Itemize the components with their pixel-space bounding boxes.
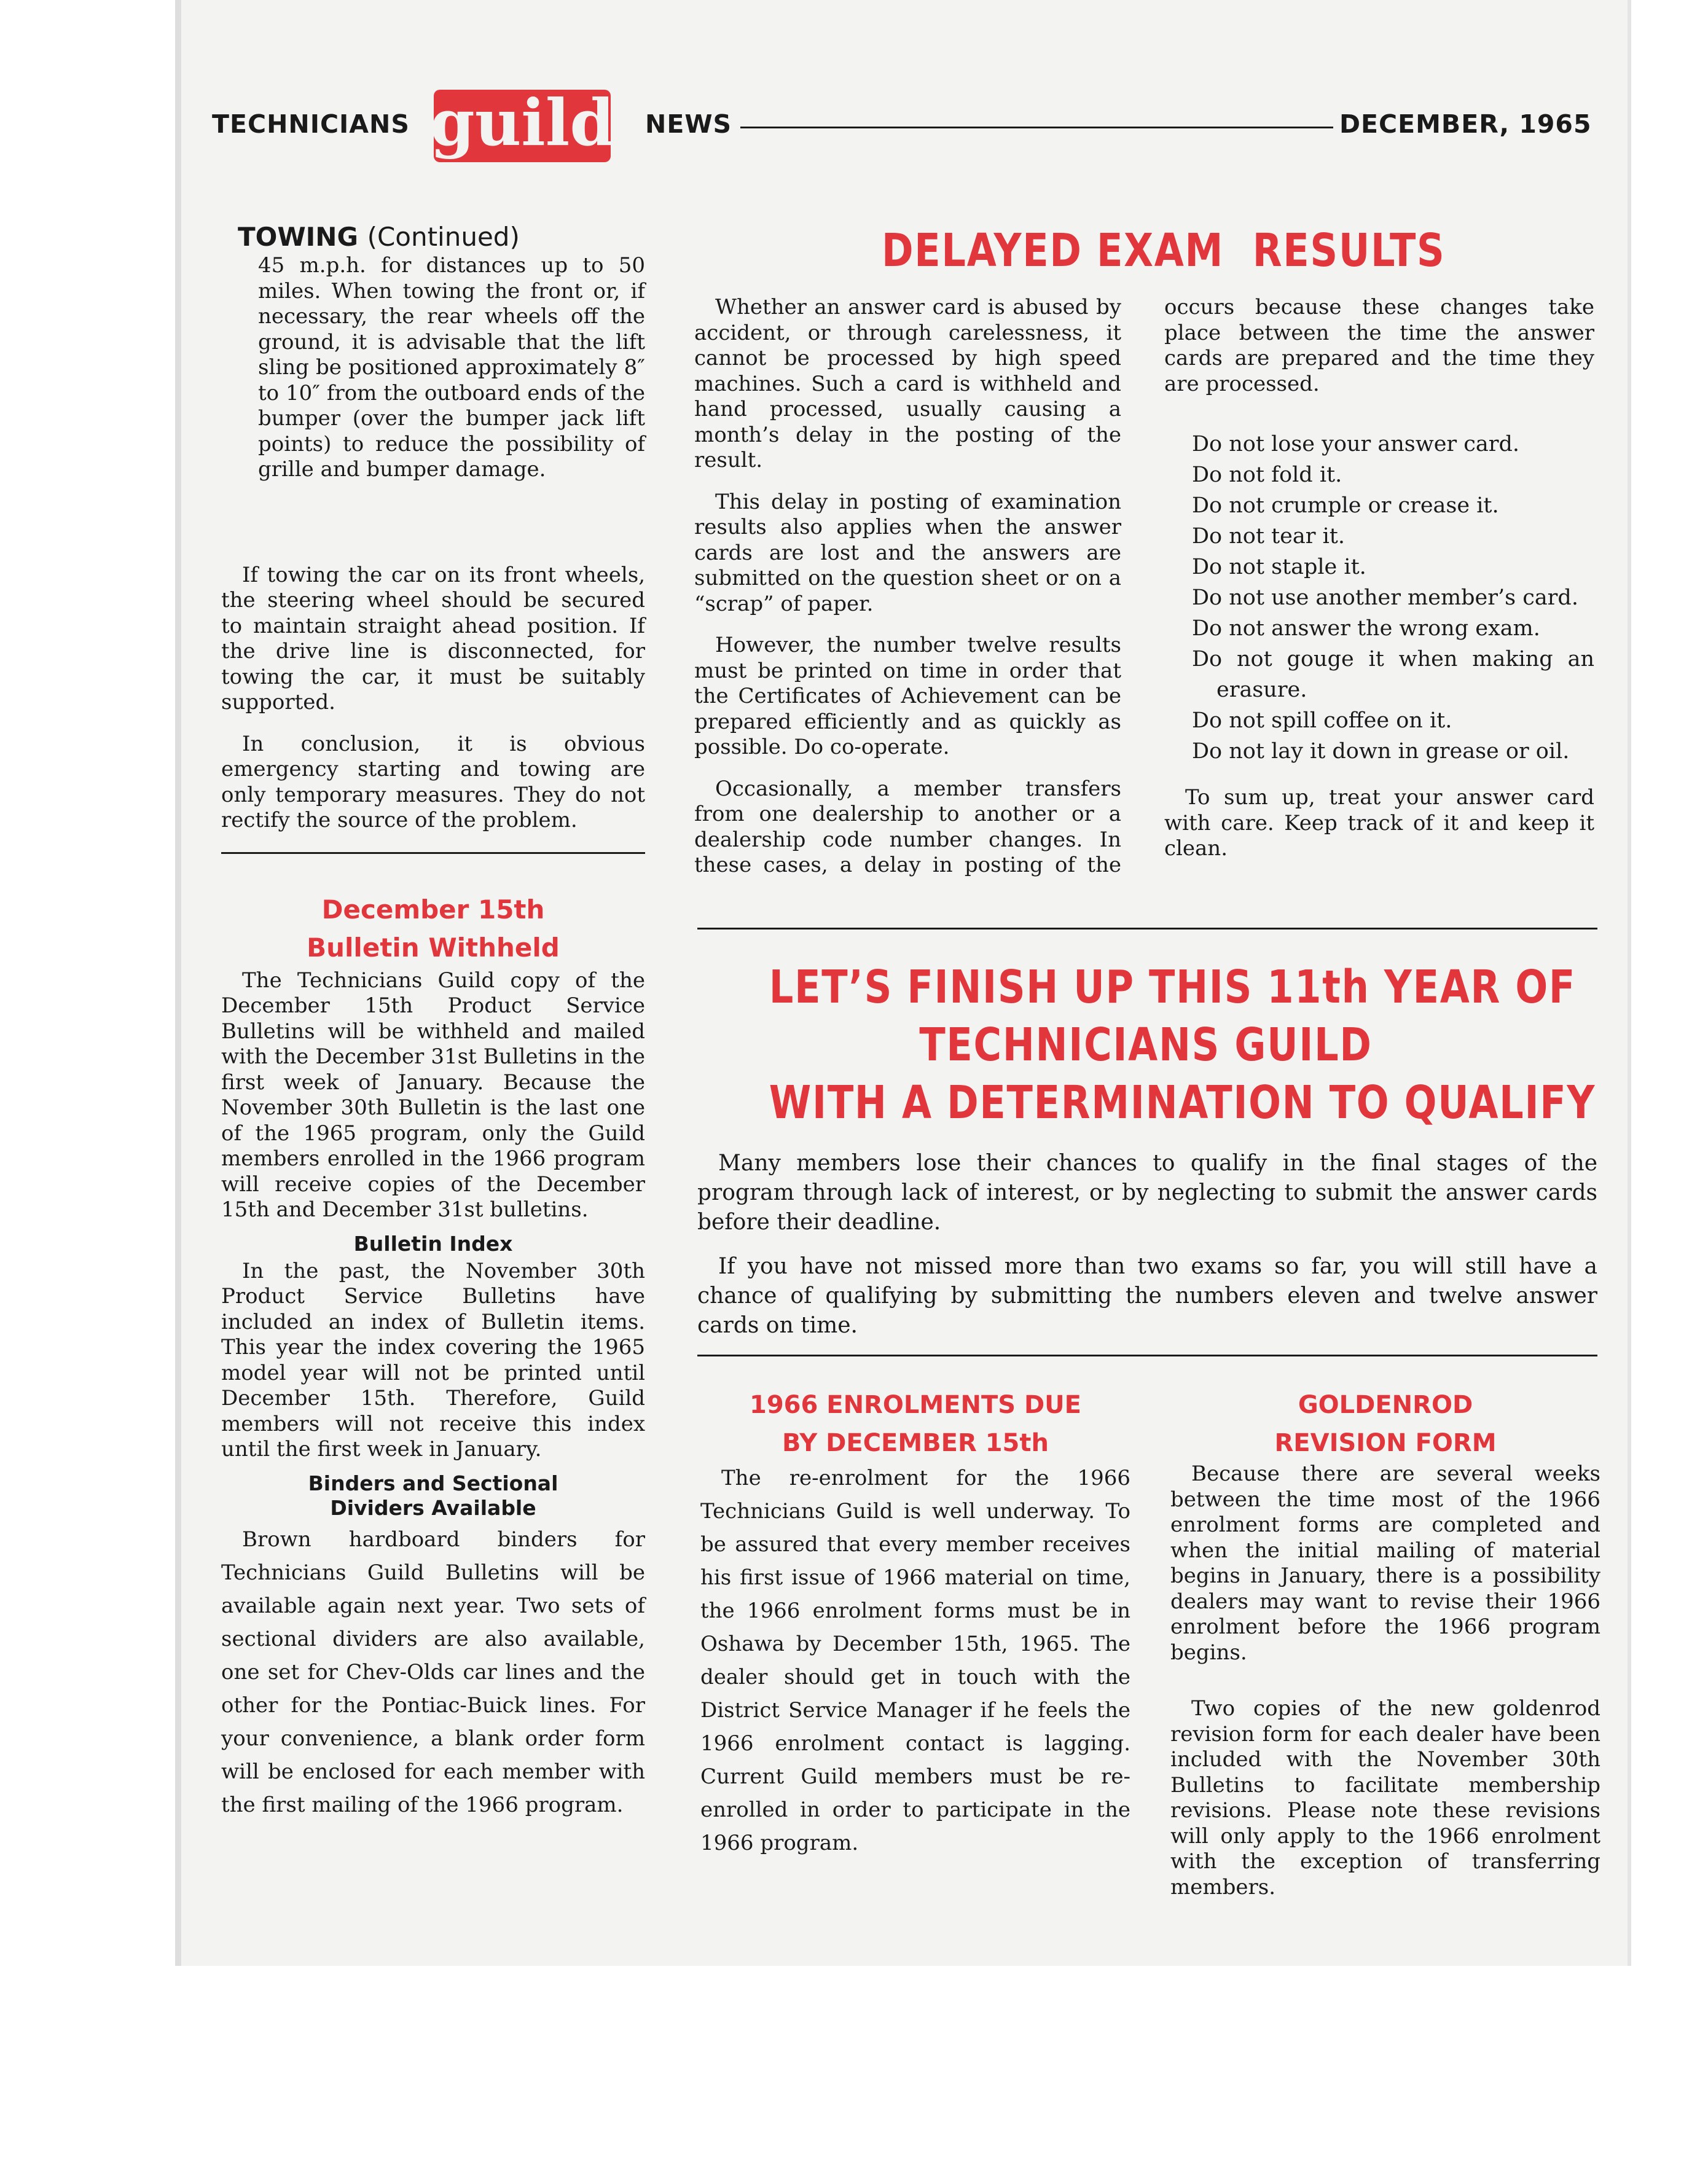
guild-logo-text: guild <box>430 85 614 160</box>
do-not-item: Do not gouge it when making an erasure. <box>1192 647 1594 702</box>
masthead-rule <box>740 127 1333 128</box>
do-not-item: Do not fold it. <box>1192 463 1342 487</box>
do-not-item: Do not lose your answer card. <box>1192 432 1519 456</box>
bulletin-index-heading: Bulletin Index <box>353 1231 513 1256</box>
towing-paragraph-2: If towing the car on its front wheels, the steering wheel should be secured to maintain straight ahead position. If the drive line is disconnected, for towing the car, it must be suitably supported. <box>221 562 645 714</box>
masthead-technicians: TECHNICIANS <box>212 109 410 139</box>
do-not-item: Do not answer the wrong exam. <box>1192 616 1540 641</box>
finish-paragraph-2: If you have not missed more than two exams so far, you will still have a chance of qualifying by submitting the numbers eleven and twelve answer cards on time. <box>697 1254 1597 1338</box>
delayed-paragraph-4-text: occurs because these changes take place between the time the answer cards are prepared and the time they are processed. <box>1164 295 1594 396</box>
towing-heading-continued: (Continued) <box>367 222 520 252</box>
do-not-item: Do not use another member’s card. <box>1192 585 1578 610</box>
do-not-item: Do not staple it. <box>1192 555 1366 579</box>
towing-paragraph-1: 45 m.p.h. for distances up to 50 miles. When towing the front or, if necessary, the rear wheels off the ground, it is advisable that the lift sling be positioned approximately 8″ to 10″ from the outboard ends of the bumper (over the bumper jack lift points) to reduce the possibility of grille and bumper damage. <box>258 253 645 482</box>
enrolments-title-line-2: BY DECEMBER 15th <box>782 1429 1049 1457</box>
bulletin-index-paragraph: In the past, the November 30th Product Service Bulletins have included an index of Bulletin items. This year the index covering the 1965 model year will not be printed until December 15th. Therefore, Guild members will not receive this index until the first week in January. <box>221 1258 645 1462</box>
delayed-paragraph-3: However, the number twelve results must be printed on time in order that the Certificates of Achievement can be prepared efficiently and as quickly as possible. Do co-operate. <box>694 633 1121 759</box>
left-column <box>221 221 645 1837</box>
bulletin-paragraph: The Technicians Guild copy of the December 15th Product Service Bulletins will be withheld and mailed with the December 31st Bulletins in the first week of January. Because the November 30th Bulletin is the last one of the 1965 program, only the Guild members enrolled in the 1966 program will receive copies of the December 15th and December 31st bulletins. <box>221 968 645 1222</box>
finish-headline-line-2: TECHNICIANS GUILD <box>919 1019 1373 1071</box>
bulletin-title-line-1: December 15th <box>321 894 545 925</box>
do-not-item: Do not crumple or crease it. <box>1192 493 1499 518</box>
delayed-paragraph-4: Occasionally, a member transfers from one dealership to another or a dealership code number changes. In these cases, a delay in posting of the <box>694 776 1121 877</box>
bulletin-title-line-2: Bulletin Withheld <box>307 932 560 963</box>
enrolments-paragraph: The re-enrolment for the 1966 Technicians Guild is well underway. To be assured that every member receives his first issue of 1966 material on time, the 1966 enrolment forms must be in Oshawa by December 15th, 1965. The dealer should get in touch with the District Service Manager if he feels the 1966 enrolment contact is lagging. Current Guild members must be re-enrolled in order to participate in the 1966 program. <box>700 1466 1130 1855</box>
section-divider-1 <box>697 928 1597 929</box>
delayed-paragraph-2: This delay in posting of examination results also applies when the answer cards are lost and the answers are submitted on the question sheet or on a “scrap” of paper. <box>694 489 1121 616</box>
goldenrod-column <box>1170 1385 1600 1916</box>
binders-heading-line-1: Binders and Sectional <box>308 1471 558 1495</box>
goldenrod-title-line-2: REVISION FORM <box>1274 1429 1497 1457</box>
guild-logo <box>430 79 614 177</box>
delayed-column-1 <box>694 295 1121 879</box>
masthead-date: DECEMBER, 1965 <box>1339 109 1592 139</box>
towing-heading <box>221 221 645 253</box>
masthead-news: NEWS <box>645 109 732 139</box>
finish-body <box>697 1149 1597 1355</box>
delayed-summary: To sum up, treat your answer card with care. Keep track of it and keep it clean. <box>1164 785 1594 861</box>
do-not-list <box>1164 429 1594 767</box>
goldenrod-paragraph-2: Two copies of the new goldenrod revision form for each dealer have been included with the November 30th Bulletins to facilitate membership revisions. Please note these revisions will only apply to the 1966 enrolment with the exception of transferring members. <box>1170 1696 1600 1900</box>
finish-headline-line-1: LET’S FINISH UP THIS 11th YEAR OF <box>769 961 1577 1014</box>
goldenrod-title-line-1: GOLDENROD <box>1298 1391 1473 1419</box>
section-divider-2 <box>697 1355 1597 1356</box>
do-not-item: Do not spill coffee on it. <box>1192 708 1452 733</box>
finish-headline-line-3: WITH A DETERMINATION TO QUALIFY <box>769 1076 1596 1129</box>
delayed-paragraph-1: Whether an answer card is abused by accident, or through carelessness, it cannot be processed by high speed machines. Such a card is withheld and hand processed, usually causing a month’s delay in the posting of the result. <box>694 295 1121 472</box>
enrolments-column <box>700 1385 1130 1876</box>
binders-paragraph: Brown hardboard binders for Technicians Guild Bulletins will be available again next year. Two sets of sectional dividers are also available, one set for Chev-Olds car lines and the other for the Pontiac-Buick lines. For your convenience, a blank order form will be enclosed for each member with the first mailing of the 1966 program. <box>221 1527 645 1817</box>
delayed-paragraph-4-continued <box>1164 295 1594 397</box>
binders-heading-line-2: Dividers Available <box>330 1495 536 1520</box>
left-column-divider <box>221 852 645 854</box>
finish-headline <box>697 958 1594 1132</box>
towing-paragraph-3: In conclusion, it is obvious emergency starting and towing are only temporary measures. They do not rectify the source of the problem. <box>221 731 645 832</box>
do-not-item: Do not lay it down in grease or oil. <box>1192 739 1570 764</box>
finish-paragraph-1: Many members lose their chances to qualify in the final stages of the program through lack of interest, or by neglecting to submit the answer cards before their deadline. <box>697 1151 1597 1235</box>
delayed-exam-title: DELAYED EXAM RESULTS <box>882 224 1446 277</box>
towing-heading-bold: TOWING <box>238 222 358 252</box>
goldenrod-paragraph-1: Because there are several weeks between the time most of the 1966 enrolment forms are completed and when the initial mailing of material begins in January, there is a possibility dealers may want to revise their 1966 enrolment before the 1966 program begins. <box>1170 1462 1600 1665</box>
do-not-item: Do not tear it. <box>1192 524 1345 549</box>
delayed-column-2 <box>1164 295 1594 878</box>
enrolments-title-line-1: 1966 ENROLMENTS DUE <box>750 1391 1081 1419</box>
